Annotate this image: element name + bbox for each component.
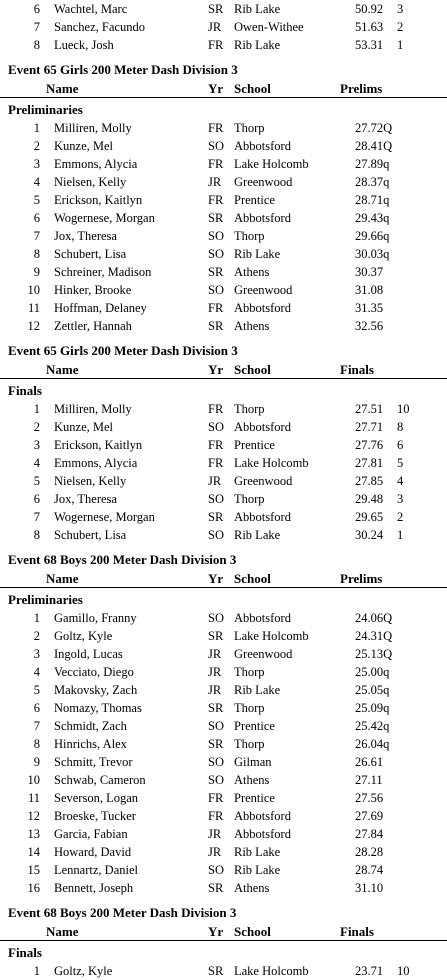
mark-cell: 30.37 [355,265,384,279]
place-cell: 9 [33,755,40,769]
year-cell: FR [208,809,224,823]
result-row [0,753,447,771]
school-cell: Rib Lake [234,2,281,16]
mark-cell: 27.81 [355,456,384,470]
column-header-row [0,80,447,98]
place-cell: 6 [33,2,40,16]
school-cell: Prentice [234,791,275,805]
place-cell: 8 [33,38,40,52]
school-cell: Athens [234,265,270,279]
school-column-header: School [234,81,271,96]
year-cell: JR [208,175,222,189]
result-row [0,526,447,544]
points-cell: 6 [397,438,404,452]
athlete-name: Garcia, Fabian [54,827,128,841]
year-cell: FR [208,121,224,135]
mark-column-header: Finals [340,362,374,377]
mark-cell: 30.24 [355,528,384,542]
result-row [0,472,447,490]
athlete-name: Erickson, Kaitlyn [54,438,143,452]
mark-cell: 30.03q [355,247,390,261]
result-row [0,962,447,980]
school-cell: Lake Holcomb [234,456,309,470]
athlete-name: Goltz, Kyle [54,964,113,978]
points-cell: 3 [397,2,404,16]
result-row [0,36,447,54]
athlete-name: Goltz, Kyle [54,629,113,643]
school-cell: Rib Lake [234,38,281,52]
place-cell: 4 [33,175,40,189]
athlete-name: Broeske, Tucker [54,809,136,823]
year-cell: SR [208,737,224,751]
athlete-name: Schubert, Lisa [54,528,127,542]
school-cell: Rib Lake [234,528,281,542]
year-cell: SO [208,492,224,506]
mark-cell: 31.10 [355,881,384,895]
event-sections [0,60,447,980]
mark-cell: 51.63 [355,20,384,34]
school-cell: Greenwood [234,474,293,488]
place-cell: 1 [33,964,40,978]
result-row [0,418,447,436]
year-cell: FR [208,157,224,171]
athlete-name: Kunze, Mel [54,139,114,153]
place-cell: 4 [33,665,40,679]
athlete-name: Wogernese, Morgan [54,211,155,225]
result-row [0,227,447,245]
athlete-name: Zettler, Hannah [54,319,132,333]
year-column-header: Yr [208,571,224,586]
school-cell: Abbotsford [234,510,291,524]
place-cell: 16 [27,881,40,895]
result-row [0,245,447,263]
mark-cell: 31.35 [355,301,384,315]
year-cell: JR [208,845,222,859]
points-cell: 8 [397,420,404,434]
mark-cell: 26.61 [355,755,384,769]
points-cell: 5 [397,456,404,470]
mark-column-header: Finals [340,924,374,939]
points-cell: 3 [397,492,404,506]
year-column-header: Yr [208,81,224,96]
year-cell: JR [208,827,222,841]
name-column-header: Name [46,362,79,377]
school-cell: Lake Holcomb [234,157,309,171]
place-cell: 14 [27,845,40,859]
round-title: Finals [8,383,42,398]
column-header-row [0,570,447,588]
mark-cell: 27.11 [355,773,383,787]
year-cell: SO [208,420,224,434]
place-cell: 4 [33,456,40,470]
result-row [0,490,447,508]
year-cell: SR [208,2,224,16]
school-cell: Thorp [234,229,265,243]
year-cell: SO [208,247,224,261]
athlete-name: Emmons, Alycia [54,456,138,470]
athlete-name: Schubert, Lisa [54,247,127,261]
mark-cell: 53.31 [355,38,384,52]
athlete-name: Erickson, Kaitlyn [54,193,143,207]
event-title: Event 65 Girls 200 Meter Dash Division 3 [8,343,238,358]
year-cell: FR [208,438,224,452]
year-cell: FR [208,791,224,805]
year-cell: SR [208,211,224,225]
year-cell: FR [208,38,224,52]
year-cell: SO [208,755,224,769]
school-cell: Thorp [234,121,265,135]
result-row [0,771,447,789]
result-row [0,609,447,627]
athlete-name: Nielsen, Kelly [54,175,127,189]
athlete-name: Nielsen, Kelly [54,474,127,488]
place-cell: 2 [33,139,40,153]
points-cell: 2 [397,20,404,34]
athlete-name: Schreiner, Madison [54,265,152,279]
points-cell: 4 [397,474,404,488]
year-cell: JR [208,20,222,34]
year-cell: SR [208,701,224,715]
place-cell: 8 [33,528,40,542]
mark-cell: 26.04q [355,737,390,751]
year-cell: SO [208,719,224,733]
result-row [0,0,447,18]
result-row [0,281,447,299]
school-cell: Athens [234,881,270,895]
result-row [0,789,447,807]
year-column-header: Yr [208,362,224,377]
result-row [0,861,447,879]
athlete-name: Hoffman, Delaney [54,301,147,315]
school-cell: Greenwood [234,283,293,297]
result-row [0,843,447,861]
school-cell: Rib Lake [234,247,281,261]
athlete-name: Schmidt, Zach [54,719,127,733]
place-cell: 6 [33,492,40,506]
event-title: Event 65 Girls 200 Meter Dash Division 3 [8,62,238,77]
school-cell: Abbotsford [234,139,291,153]
name-column-header: Name [46,81,79,96]
mark-cell: 27.85 [355,474,384,488]
school-cell: Rib Lake [234,863,281,877]
round-title: Preliminaries [8,102,83,117]
mark-cell: 25.42q [355,719,390,733]
result-row [0,807,447,825]
mark-cell: 32.56 [355,319,384,333]
year-cell: SR [208,964,224,978]
school-cell: Rib Lake [234,845,281,859]
school-cell: Greenwood [234,647,293,661]
place-cell: 12 [27,809,40,823]
year-column-header: Yr [208,924,224,939]
name-column-header: Name [46,924,79,939]
result-row [0,317,447,335]
athlete-name: Ingold, Lucas [54,647,123,661]
points-cell: 1 [397,38,404,52]
school-cell: Rib Lake [234,683,281,697]
mark-cell: 27.72Q [355,121,393,135]
mark-cell: 25.09q [355,701,390,715]
place-cell: 3 [33,647,40,661]
athlete-name: Jox, Theresa [54,229,117,243]
place-cell: 5 [33,683,40,697]
school-cell: Owen-Withee [234,20,304,34]
place-cell: 6 [33,701,40,715]
place-cell: 1 [33,611,40,625]
year-cell: SR [208,510,224,524]
event-section [0,60,447,335]
school-cell: Abbotsford [234,809,291,823]
place-cell: 8 [33,247,40,261]
mark-cell: 27.89q [355,157,390,171]
school-cell: Thorp [234,737,265,751]
result-row [0,735,447,753]
points-cell: 10 [397,964,410,978]
place-cell: 12 [27,319,40,333]
mark-cell: 25.00q [355,665,390,679]
athlete-name: Lennartz, Daniel [54,863,138,877]
school-column-header: School [234,362,271,377]
athlete-name: Schwab, Cameron [54,773,146,787]
place-cell: 1 [33,121,40,135]
result-row [0,454,447,472]
athlete-name: Vecciato, Diego [54,665,134,679]
school-cell: Thorp [234,492,265,506]
result-row [0,299,447,317]
result-row [0,263,447,281]
mark-cell: 27.84 [355,827,384,841]
result-row [0,400,447,418]
mark-cell: 28.37q [355,175,390,189]
result-row [0,508,447,526]
athlete-name: Severson, Logan [54,791,139,805]
year-cell: FR [208,402,224,416]
place-cell: 10 [27,773,40,787]
points-cell: 10 [397,402,410,416]
result-row [0,681,447,699]
year-cell: SO [208,283,224,297]
place-cell: 8 [33,737,40,751]
place-cell: 3 [33,438,40,452]
athlete-name: Lueck, Josh [54,38,114,52]
event-section [0,341,447,544]
athlete-name: Wogernese, Morgan [54,510,155,524]
round-title: Preliminaries [8,592,83,607]
mark-cell: 27.56 [355,791,384,805]
school-cell: Abbotsford [234,827,291,841]
mark-cell: 31.08 [355,283,384,297]
column-header-row [0,361,447,379]
year-cell: FR [208,193,224,207]
year-cell: SR [208,265,224,279]
athlete-name: Jox, Theresa [54,492,117,506]
athlete-name: Nomazy, Thomas [54,701,142,715]
school-cell: Greenwood [234,175,293,189]
mark-cell: 24.06Q [355,611,393,625]
result-row [0,209,447,227]
place-cell: 7 [33,20,40,34]
place-cell: 11 [27,301,40,315]
school-cell: Abbotsford [234,611,291,625]
place-cell: 5 [33,474,40,488]
points-cell: 1 [397,528,404,542]
athlete-name: Milliren, Molly [54,121,132,135]
year-cell: FR [208,456,224,470]
year-cell: SR [208,629,224,643]
place-cell: 5 [33,193,40,207]
mark-cell: 27.71 [355,420,384,434]
athlete-name: Hinker, Brooke [54,283,132,297]
mark-cell: 28.41Q [355,139,393,153]
mark-cell: 28.71q [355,193,390,207]
place-cell: 2 [33,420,40,434]
athlete-name: Wachtel, Marc [54,2,128,16]
athlete-name: Kunze, Mel [54,420,114,434]
result-row [0,191,447,209]
carryover-results [0,0,447,54]
school-cell: Abbotsford [234,420,291,434]
athlete-name: Emmons, Alycia [54,157,138,171]
mark-cell: 29.43q [355,211,390,225]
mark-cell: 29.65 [355,510,384,524]
year-cell: SO [208,863,224,877]
event-title: Event 68 Boys 200 Meter Dash Division 3 [8,905,237,920]
school-cell: Thorp [234,665,265,679]
athlete-name: Howard, David [54,845,132,859]
school-column-header: School [234,571,271,586]
place-cell: 3 [33,157,40,171]
year-cell: SR [208,881,224,895]
result-row [0,436,447,454]
mark-column-header: Prelims [340,571,383,586]
result-row [0,155,447,173]
mark-cell: 28.28 [355,845,384,859]
result-row [0,663,447,681]
school-cell: Lake Holcomb [234,964,309,978]
school-cell: Abbotsford [234,301,291,315]
mark-cell: 50.92 [355,2,384,16]
school-cell: Thorp [234,402,265,416]
athlete-name: Bennett, Joseph [54,881,134,895]
athlete-name: Sanchez, Facundo [54,20,145,34]
mark-cell: 29.66q [355,229,390,243]
points-cell: 2 [397,510,404,524]
athlete-name: Makovsky, Zach [54,683,138,697]
mark-cell: 27.76 [355,438,384,452]
year-cell: SR [208,319,224,333]
place-cell: 7 [33,229,40,243]
mark-cell: 25.13Q [355,647,393,661]
school-cell: Prentice [234,193,275,207]
event-title: Event 68 Boys 200 Meter Dash Division 3 [8,552,237,567]
year-cell: FR [208,301,224,315]
school-column-header: School [234,924,271,939]
year-cell: JR [208,665,222,679]
place-cell: 15 [27,863,40,877]
result-row [0,173,447,191]
name-column-header: Name [46,571,79,586]
result-row [0,699,447,717]
place-cell: 7 [33,719,40,733]
place-cell: 6 [33,211,40,225]
result-row [0,627,447,645]
place-cell: 13 [27,827,40,841]
place-cell: 1 [33,402,40,416]
result-row [0,137,447,155]
place-cell: 9 [33,265,40,279]
school-cell: Prentice [234,719,275,733]
school-cell: Thorp [234,701,265,715]
mark-column-header: Prelims [340,81,383,96]
place-cell: 11 [27,791,40,805]
athlete-name: Gamillo, Franny [54,611,137,625]
result-row [0,119,447,137]
year-cell: SO [208,611,224,625]
result-row [0,717,447,735]
mark-cell: 29.48 [355,492,384,506]
athlete-name: Schmitt, Trevor [54,755,133,769]
column-header-row [0,923,447,941]
school-cell: Athens [234,319,270,333]
mark-cell: 27.69 [355,809,384,823]
mark-cell: 27.51 [355,402,384,416]
result-row [0,18,447,36]
mark-cell: 28.74 [355,863,384,877]
event-section [0,550,447,897]
mark-cell: 24.31Q [355,629,393,643]
result-row [0,645,447,663]
year-cell: JR [208,474,222,488]
year-cell: SO [208,773,224,787]
round-title: Finals [8,945,42,960]
mark-cell: 25.05q [355,683,390,697]
athlete-name: Hinrichs, Alex [54,737,127,751]
result-row [0,825,447,843]
place-cell: 7 [33,510,40,524]
school-cell: Athens [234,773,270,787]
result-row [0,879,447,897]
athlete-name: Milliren, Molly [54,402,132,416]
year-cell: SO [208,139,224,153]
mark-cell: 23.71 [355,964,384,978]
place-cell: 10 [27,283,40,297]
school-cell: Lake Holcomb [234,629,309,643]
year-cell: SO [208,528,224,542]
event-section [0,903,447,980]
year-cell: JR [208,647,222,661]
place-cell: 2 [33,629,40,643]
school-cell: Gilman [234,755,272,769]
school-cell: Abbotsford [234,211,291,225]
school-cell: Prentice [234,438,275,452]
year-cell: JR [208,683,222,697]
year-cell: SO [208,229,224,243]
